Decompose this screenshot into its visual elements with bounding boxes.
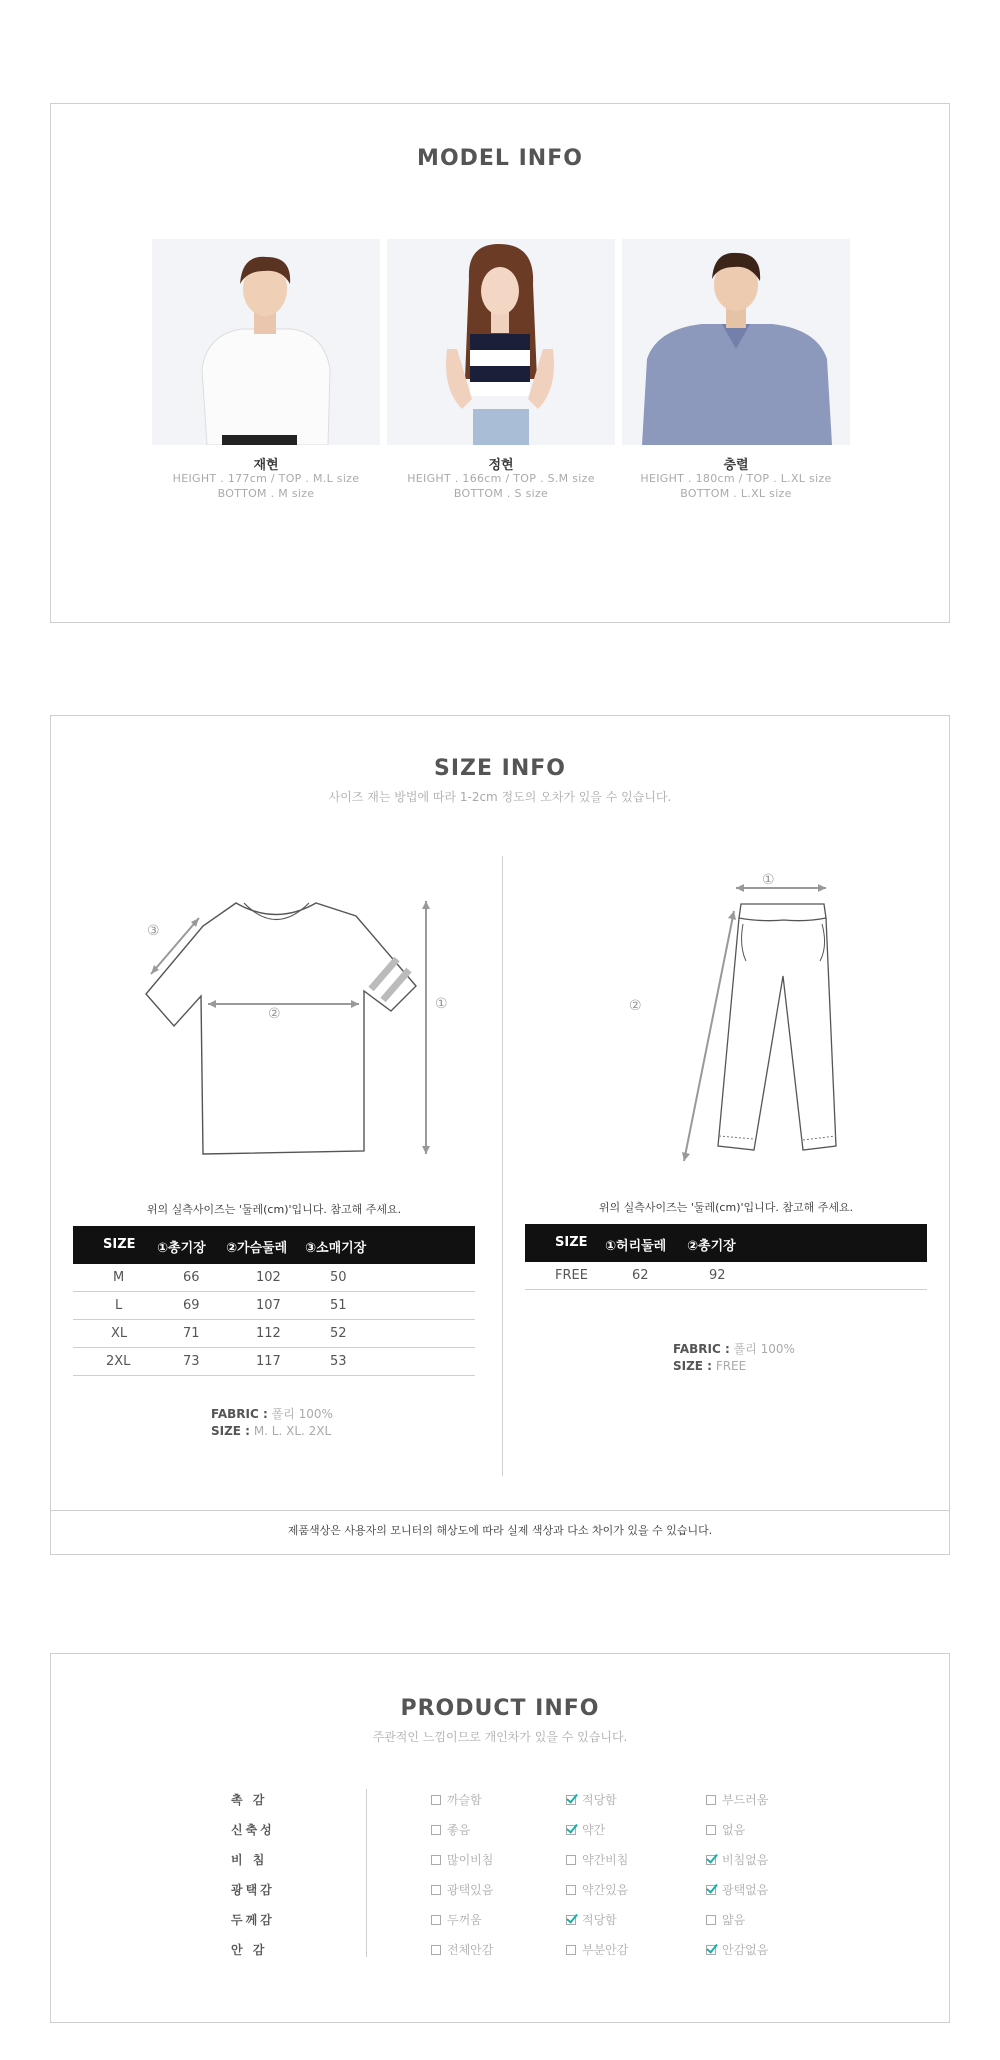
top-label-1: ① (435, 996, 448, 1012)
option-text: 적당함 (582, 1793, 617, 1807)
table-cell: 71 (183, 1326, 200, 1341)
checkbox-checked-icon (706, 1945, 716, 1955)
header-cell: SIZE (555, 1235, 588, 1250)
column-divider (502, 856, 503, 1476)
option-text: 없음 (722, 1823, 746, 1837)
option-text: 비침없음 (722, 1853, 769, 1867)
checkbox-empty-icon (566, 1855, 576, 1865)
attribute-label: 안 감 (231, 1943, 268, 1957)
checkbox-empty-icon (706, 1915, 716, 1925)
attribute-option (566, 1911, 617, 1928)
checkbox-empty-icon (706, 1795, 716, 1805)
table-cell: FREE (555, 1268, 588, 1283)
top-table-header (73, 1226, 475, 1264)
size-value: M. L. XL. 2XL (253, 1424, 332, 1438)
option-text: 광택있음 (447, 1883, 494, 1897)
table-cell: 52 (330, 1326, 347, 1341)
attribute-label: 신축성 (231, 1823, 275, 1837)
product-info-subtitle: 주관적인 느낌이므로 개인차가 있을 수 있습니다. (372, 1730, 628, 1744)
attribute-option (431, 1821, 470, 1838)
option-text: 두꺼움 (447, 1913, 482, 1927)
checkbox-checked-icon (566, 1825, 576, 1835)
table-cell: 112 (256, 1326, 281, 1341)
size-label: SIZE : (673, 1359, 712, 1373)
table-cell: 62 (632, 1268, 649, 1283)
top-label-2: ② (268, 1006, 281, 1022)
checkbox-checked-icon (566, 1915, 576, 1925)
option-text: 약간있음 (582, 1883, 629, 1897)
header-cell: ②가슴둘레 (226, 1241, 288, 1256)
checkbox-empty-icon (431, 1945, 441, 1955)
table-row (73, 1264, 475, 1292)
table-row (73, 1348, 475, 1376)
header-cell: ②총기장 (687, 1239, 736, 1254)
attribute-option (706, 1851, 768, 1868)
table-cell: L (115, 1298, 123, 1313)
bottom-table-header (525, 1224, 927, 1262)
checkbox-empty-icon (431, 1885, 441, 1895)
fabric-value: 폴리 100% (271, 1407, 333, 1421)
attribute-option (706, 1791, 768, 1808)
table-cell: 92 (709, 1268, 726, 1283)
attribute-option (431, 1791, 482, 1808)
option-text: 많이비침 (447, 1853, 494, 1867)
product-divider (366, 1789, 367, 1957)
model-info-title: MODEL INFO (417, 146, 583, 171)
pants-diagram (606, 866, 906, 1166)
table-cell: XL (111, 1326, 128, 1341)
option-text: 좋음 (447, 1823, 471, 1837)
model-bottom-3: BOTTOM . L.XL size (680, 487, 792, 500)
pants-label-1: ① (762, 872, 775, 888)
model-height-1: HEIGHT . 177cm / TOP . M.L size (172, 472, 360, 485)
model-photo-2 (387, 239, 615, 445)
table-cell: M (113, 1270, 125, 1285)
attribute-option (706, 1821, 745, 1838)
checkbox-empty-icon (431, 1915, 441, 1925)
attribute-option (566, 1851, 628, 1868)
top-size-table (73, 1226, 475, 1376)
fabric-label: FABRIC : (673, 1342, 730, 1356)
model-height-3: HEIGHT . 180cm / TOP . L.XL size (640, 472, 832, 485)
option-text: 광택없음 (722, 1883, 769, 1897)
checkbox-checked-icon (706, 1885, 716, 1895)
size-label: SIZE : (211, 1424, 250, 1438)
product-info-title: PRODUCT INFO (400, 1696, 600, 1721)
option-text: 부드러움 (722, 1793, 769, 1807)
header-cell: ③소매기장 (305, 1241, 367, 1256)
top-label-3: ③ (147, 923, 160, 939)
checkbox-checked-icon (706, 1855, 716, 1865)
checkbox-empty-icon (431, 1825, 441, 1835)
size-info-section (50, 715, 950, 1555)
option-text: 전체안감 (447, 1943, 494, 1957)
table-cell: 107 (256, 1298, 281, 1313)
size-info-subtitle: 사이즈 재는 방법에 따라 1-2cm 정도의 오차가 있을 수 있습니다. (328, 790, 672, 804)
checkbox-empty-icon (431, 1855, 441, 1865)
attribute-option (431, 1911, 482, 1928)
pants-label-2: ② (629, 998, 642, 1014)
model-photo-1 (152, 239, 380, 445)
attribute-option (431, 1941, 493, 1958)
model-bottom-2: BOTTOM . S size (453, 487, 549, 500)
attribute-option (706, 1941, 768, 1958)
checkbox-empty-icon (566, 1885, 576, 1895)
fabric-label: FABRIC : (211, 1407, 268, 1421)
attribute-option (431, 1851, 493, 1868)
option-text: 얇음 (722, 1913, 746, 1927)
attribute-label: 촉 감 (231, 1793, 268, 1807)
model-photo-3 (622, 239, 850, 445)
checkbox-empty-icon (566, 1945, 576, 1955)
model-name-2: 정현 (488, 458, 514, 473)
option-text: 안감없음 (722, 1943, 769, 1957)
table-row (73, 1292, 475, 1320)
footer-divider (51, 1510, 949, 1511)
attribute-option (566, 1941, 628, 1958)
header-cell: SIZE (103, 1237, 136, 1252)
option-text: 약간비침 (582, 1853, 629, 1867)
size-value: FREE (715, 1359, 747, 1373)
attribute-option (706, 1881, 768, 1898)
table-row (525, 1262, 927, 1290)
attribute-option (566, 1791, 617, 1808)
table-cell: 2XL (106, 1354, 131, 1369)
model-height-2: HEIGHT . 166cm / TOP . S.M size (407, 472, 595, 485)
model-info-section (50, 103, 950, 623)
top-garment-diagram (116, 886, 456, 1176)
table-cell: 53 (330, 1354, 347, 1369)
attribute-option (706, 1911, 745, 1928)
bottom-size-note: 위의 실측사이즈는 '둘레(cm)'입니다. 참고해 주세요. (598, 1201, 854, 1214)
header-cell: ①총기장 (157, 1241, 206, 1256)
bottom-size-table (525, 1224, 927, 1290)
attribute-label: 비 침 (231, 1853, 268, 1867)
table-cell: 73 (183, 1354, 200, 1369)
size-info-title: SIZE INFO (434, 756, 566, 781)
table-cell: 117 (256, 1354, 281, 1369)
model-name-1: 재현 (253, 458, 279, 473)
table-row (73, 1320, 475, 1348)
checkbox-empty-icon (706, 1825, 716, 1835)
top-fabric-info (211, 1406, 333, 1440)
header-cell: ①허리둘레 (605, 1239, 667, 1254)
model-name-3: 충렬 (723, 458, 749, 473)
color-disclaimer: 제품색상은 사용자의 모니터의 해상도에 따라 실제 색상과 다소 차이가 있을 수 있습니다. (287, 1524, 713, 1537)
table-cell: 50 (330, 1270, 347, 1285)
table-cell: 102 (256, 1270, 281, 1285)
attribute-option (566, 1881, 628, 1898)
fabric-value: 폴리 100% (733, 1342, 795, 1356)
attribute-option (431, 1881, 493, 1898)
checkbox-empty-icon (431, 1795, 441, 1805)
table-cell: 51 (330, 1298, 347, 1313)
product-info-section (50, 1653, 950, 2023)
option-text: 까슬함 (447, 1793, 482, 1807)
model-bottom-1: BOTTOM . M size (217, 487, 315, 500)
top-size-note: 위의 실측사이즈는 '둘레(cm)'입니다. 참고해 주세요. (146, 1203, 402, 1216)
checkbox-checked-icon (566, 1795, 576, 1805)
attribute-option (566, 1821, 605, 1838)
option-text: 부분안감 (582, 1943, 629, 1957)
attribute-label: 두께감 (231, 1913, 275, 1927)
bottom-fabric-info (673, 1341, 795, 1375)
option-text: 적당함 (582, 1913, 617, 1927)
table-cell: 66 (183, 1270, 200, 1285)
attribute-label: 광택감 (231, 1883, 275, 1897)
option-text: 약간 (582, 1823, 606, 1837)
table-cell: 69 (183, 1298, 200, 1313)
